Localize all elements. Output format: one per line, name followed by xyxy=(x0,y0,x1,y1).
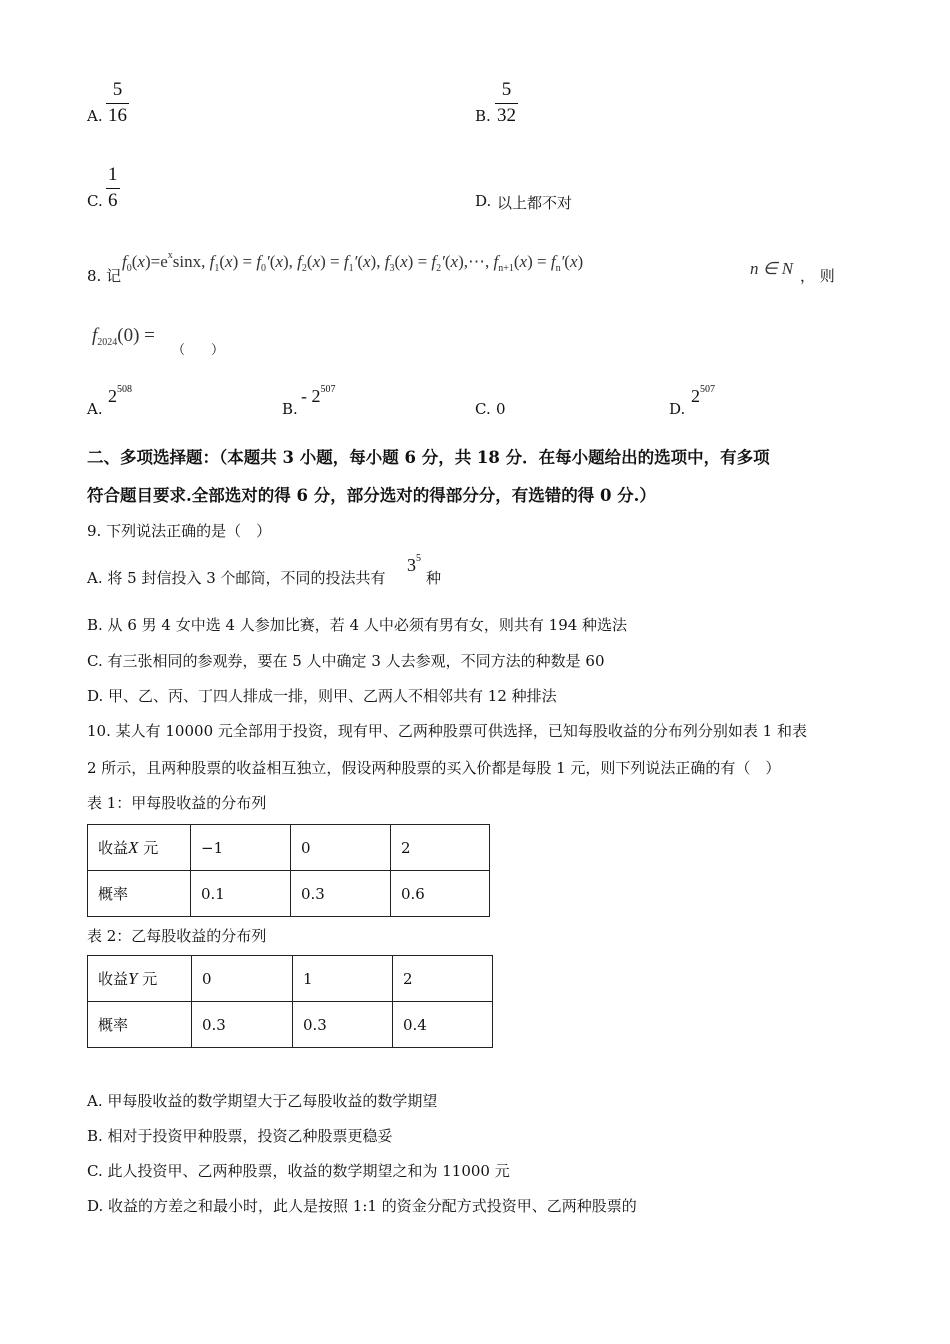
q8-tail: ， 则 xyxy=(800,267,835,285)
option-a-denominator: 16 xyxy=(108,104,127,126)
q8-blank: （ ） xyxy=(172,343,225,358)
q8-option-c-value: 0 xyxy=(496,400,506,418)
q9-stem: 9. 下列说法正确的是（ ） xyxy=(87,522,272,540)
q8-option-b-exp: 507 xyxy=(320,384,336,395)
q8-option-a-label: A. xyxy=(87,400,103,418)
q8-f0-eq: =e xyxy=(150,252,168,271)
table-2-head-unit: 元 xyxy=(142,970,158,988)
q8-option-d-base: 2 xyxy=(691,386,700,406)
option-a-fraction xyxy=(106,80,129,127)
table-row xyxy=(88,825,490,871)
table-1-head-unit: 元 xyxy=(143,839,159,857)
table-1-variable: X xyxy=(128,838,139,857)
table-1-caption: 表 1：甲每股收益的分布列 xyxy=(87,794,267,812)
q8-option-b-value xyxy=(301,384,336,407)
q9-option-a-power xyxy=(407,553,421,576)
table-cell: 概率 xyxy=(88,871,191,917)
table-cell: 0.3 xyxy=(293,1002,393,1048)
table-row xyxy=(88,871,490,917)
option-b-fraction xyxy=(495,80,518,127)
q8-f2024-expression xyxy=(92,325,155,348)
option-b-numerator: 5 xyxy=(501,79,512,100)
q8-option-a-base: 2 xyxy=(108,386,117,406)
table-cell: 0.6 xyxy=(391,871,490,917)
table-2-caption: 表 2：乙每股收益的分布列 xyxy=(87,927,267,945)
option-a-label: A. xyxy=(87,107,103,125)
q9-option-a-exp: 5 xyxy=(416,553,421,564)
table-cell: 0.4 xyxy=(393,1002,493,1048)
q8-option-d-exp: 507 xyxy=(700,384,715,395)
section-2-heading-line1: 二、多项选择题：（本题共 3 小题，每小题 6 分，共 18 分．在每小题给出的选项中，有多项 xyxy=(87,448,770,467)
q8-option-c-label: C. xyxy=(475,400,491,418)
option-b-denominator: 32 xyxy=(497,104,516,126)
q8-n-condition: n ∈ N xyxy=(750,259,794,278)
table-cell: 0.3 xyxy=(291,871,391,917)
table-cell: 0.1 xyxy=(191,871,291,917)
q9-option-a-text: A. 将 5 封信投入 3 个邮筒，不同的投法共有 xyxy=(87,569,386,587)
q8-f0-rest: sinx, xyxy=(172,252,206,271)
q8-number: 8. 记 xyxy=(87,267,122,285)
table-2 xyxy=(87,955,493,1048)
q10-option-d: D. 收益的方差之和最小时，此人是按照 1:1 的资金分配方式投资甲、乙两种股票的 xyxy=(87,1197,637,1215)
q10-option-a: A. 甲每股收益的数学期望大于乙每股收益的数学期望 xyxy=(87,1092,438,1110)
table-cell: 2 xyxy=(393,956,493,1002)
q10-stem-line2: 2 所示，且两种股票的收益相互独立，假设两种股票的买入价都是每股 1 元，则下列说法正确的有（ ） xyxy=(87,759,781,777)
table-1-head-label: 收益 xyxy=(98,839,129,857)
q8-option-a-value xyxy=(108,384,132,407)
table-1 xyxy=(87,824,490,917)
option-c-numerator: 1 xyxy=(108,164,118,185)
q10-stem-line1: 10. 某人有 10000 元全部用于投资，现有甲、乙两种股票可供选择，已知每股收益的分布列分别如表 1 和表 xyxy=(87,722,807,740)
q8-option-b-base: - 2 xyxy=(301,386,321,406)
option-c-denominator: 6 xyxy=(108,189,118,211)
option-d-text: 以上都不对 xyxy=(497,194,573,212)
table-cell: 1 xyxy=(293,956,393,1002)
option-b-label: B. xyxy=(475,107,491,125)
table-cell: 0 xyxy=(291,825,391,871)
q9-option-a-base: 3 xyxy=(407,555,416,575)
table-cell: 概率 xyxy=(88,1002,192,1048)
q8-option-b-label: B. xyxy=(282,400,298,418)
q8-f2024-f: f xyxy=(92,325,98,346)
table-cell: 2 xyxy=(391,825,490,871)
table-row xyxy=(88,956,493,1002)
option-c-fraction xyxy=(106,165,120,212)
q8-option-d-label: D. xyxy=(669,400,686,418)
q10-option-b: B. 相对于投资甲种股票，投资乙种股票更稳妥 xyxy=(87,1127,393,1145)
section-2-heading-line2: 符合题目要求.全部选对的得 6 分，部分选对的得部分分，有选错的得 0 分.） xyxy=(87,486,656,505)
q8-f0-exp: x xyxy=(167,250,173,261)
table-cell xyxy=(88,825,191,871)
q9-option-a-suffix: 种 xyxy=(426,569,442,587)
table-2-head-label: 收益 xyxy=(98,970,129,988)
q10-option-c: C. 此人投资甲、乙两种股票，收益的数学期望之和为 11000 元 xyxy=(87,1162,510,1180)
option-a-numerator: 5 xyxy=(112,79,123,100)
table-cell: 0.3 xyxy=(192,1002,293,1048)
table-2-variable: Y xyxy=(128,969,138,988)
q9-option-b: B. 从 6 男 4 女中选 4 人参加比赛，若 4 人中必须有男有女，则共有 194 种选法 xyxy=(87,616,628,634)
q9-option-c: C. 有三张相同的参观券，要在 5 人中确定 3 人去参观，不同方法的种数是 60 xyxy=(87,652,605,670)
q8-f2024-sub: 2024 xyxy=(97,337,118,348)
q8-option-a-exp: 508 xyxy=(117,384,132,395)
q8-f2024-arg: (0) = xyxy=(117,325,155,346)
table-cell xyxy=(88,956,192,1002)
q9-option-d: D. 甲、乙、丙、丁四人排成一排，则甲、乙两人不相邻共有 12 种排法 xyxy=(87,687,557,705)
q8-option-d-value xyxy=(691,384,715,407)
q8-recurrence-formula: $f_0(x)=e^x\sin x$, $f_1(x) = f_0'(x)$, $f_2(x) = f_1'(x)$, $f_3(x)$ = $f_2'(x),\cdots$, $f_{n+1}(x) = f_n'(x)$ xyxy=(122,250,584,274)
table-cell: 0 xyxy=(192,956,293,1002)
table-row xyxy=(88,1002,493,1048)
table-cell: −1 xyxy=(191,825,291,871)
option-d-label: D. xyxy=(475,192,492,210)
option-c-label: C. xyxy=(87,192,103,210)
